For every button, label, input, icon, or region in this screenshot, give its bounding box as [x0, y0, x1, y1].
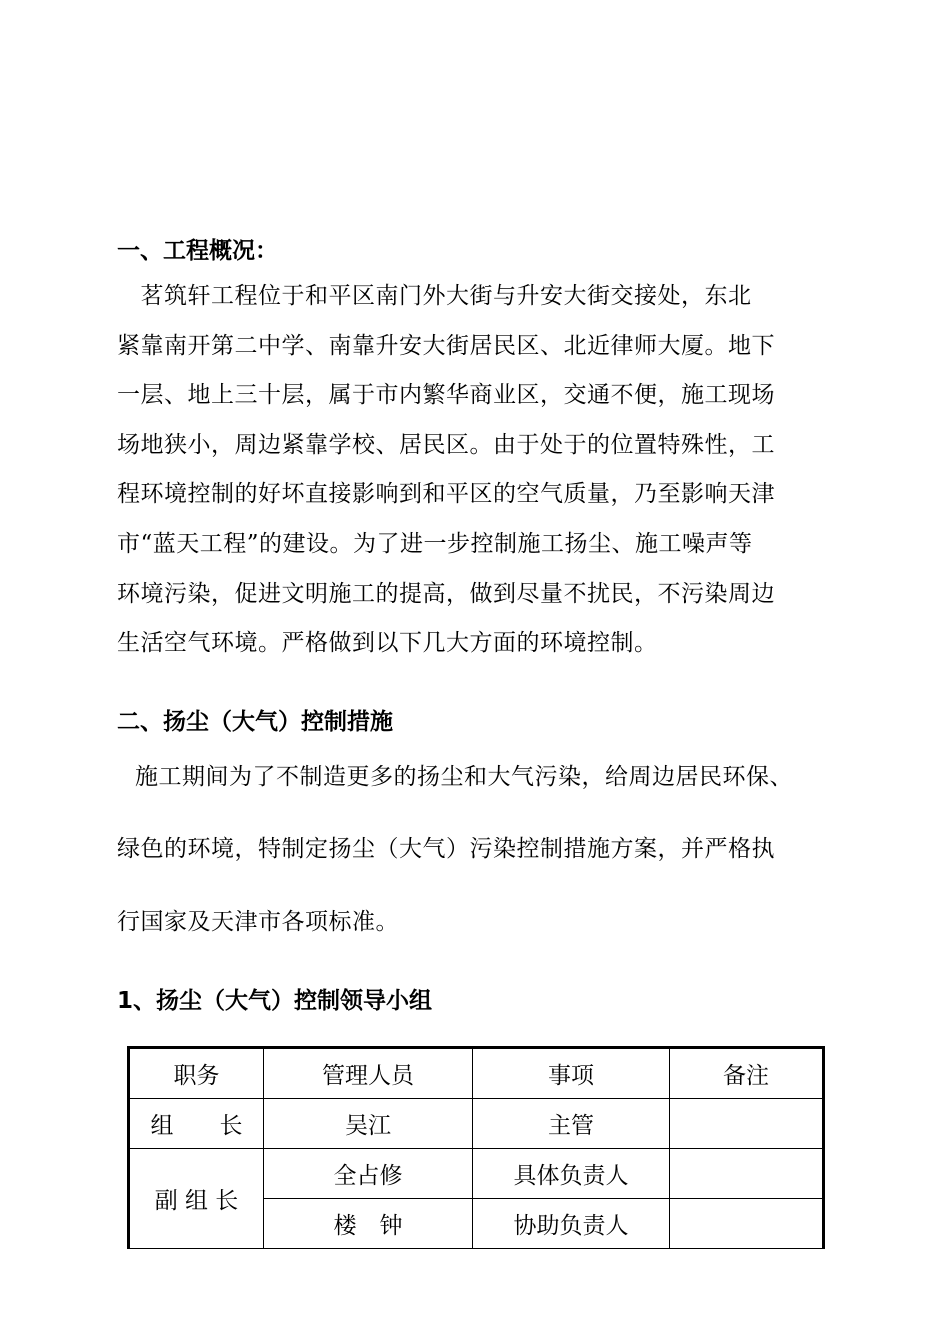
header-cell: 事项 [473, 1048, 670, 1099]
leadership-group-table [127, 1046, 825, 1249]
section-2-line-1: 施工期间为了不制造更多的扬尘和大气污染，给周边居民环保、 [135, 764, 793, 790]
table-header-row [129, 1048, 824, 1099]
paragraph-line: 紧靠南开第二中学、南靠升安大街居民区、北近律师大厦。地下 [117, 332, 775, 359]
person-cell: 楼 钟 [264, 1199, 473, 1249]
section-2-heading: 二、扬尘（大气）控制措施 [117, 709, 393, 735]
task-cell: 主管 [473, 1099, 670, 1149]
note-cell [670, 1099, 824, 1149]
section-2-line-3: 行国家及天津市各项标准。 [117, 909, 399, 935]
paragraph-line: 场地狭小，周边紧靠学校、居民区。由于处于的位置特殊性，工 [117, 431, 775, 458]
section-2-line-2: 绿色的环境，特制定扬尘（大气）污染控制措施方案，并严格执 [117, 836, 775, 862]
paragraph-line: 生活空气环境。严格做到以下几大方面的环境控制。 [117, 630, 658, 657]
table-row [129, 1099, 824, 1149]
section-1-body [117, 272, 857, 669]
paragraph-line: 茗筑轩工程位于和平区南门外大街与升安大街交接处，东北 [117, 283, 752, 309]
paragraph-line: 环境污染，促进文明施工的提高，做到尽量不扰民，不污染周边 [117, 580, 775, 607]
note-cell [670, 1149, 824, 1199]
paragraph-line: 一层、地上三十层，属于市内繁华商业区，交通不便，施工现场 [117, 382, 775, 409]
table-row [129, 1149, 824, 1199]
role-cell: 组 长 [129, 1099, 264, 1149]
task-cell: 具体负责人 [473, 1149, 670, 1199]
header-cell: 备注 [670, 1048, 824, 1099]
header-cell: 职务 [129, 1048, 264, 1099]
person-cell: 全占修 [264, 1149, 473, 1199]
note-cell [670, 1199, 824, 1249]
paragraph-line: 程环境控制的好坏直接影响到和平区的空气质量，乃至影响天津 [117, 481, 775, 508]
task-cell: 协助负责人 [473, 1199, 670, 1249]
subsection-1-heading: 1、扬尘（大气）控制领导小组 [117, 988, 433, 1014]
role-cell: 副 组 长 [129, 1149, 264, 1249]
paragraph-line: 市“蓝天工程”的建设。为了进一步控制施工扬尘、施工噪声等 [117, 530, 753, 557]
section-1-heading: 一、工程概况： [117, 238, 278, 264]
person-cell: 吴江 [264, 1099, 473, 1149]
header-cell: 管理人员 [264, 1048, 473, 1099]
